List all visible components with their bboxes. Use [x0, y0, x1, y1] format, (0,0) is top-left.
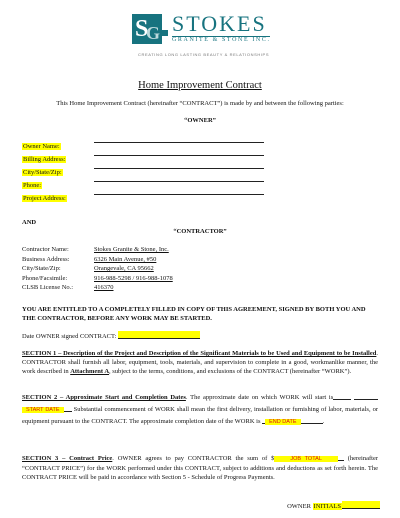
business-address-label: Business Address: [22, 255, 70, 263]
start-date-blank-tail[interactable] [64, 404, 72, 412]
owner-name-label: Owner Name: [23, 143, 60, 150]
license-row [22, 284, 114, 293]
section-1 [22, 349, 378, 377]
project-address-label: Project Address: [23, 195, 66, 202]
owner-name-line[interactable] [94, 142, 264, 143]
logo-mark-icon: S G [132, 14, 162, 44]
owner-heading: “OWNER” [184, 117, 216, 124]
date-signed-row [22, 331, 200, 340]
contractor-heading: “CONTRACTOR” [173, 228, 227, 235]
date-signed-label: Date OWNER signed CONTRACT: [22, 333, 117, 340]
logo-brand: STOKES [172, 11, 267, 36]
license-label: CLSB License No.: [22, 284, 74, 291]
contractor-name-value: Stokes Granite & Stone, Inc. [94, 246, 169, 253]
section-3-heading: SECTION 3 – Contract Price [22, 455, 113, 462]
and-label: AND [22, 219, 37, 226]
owner-name-field[interactable] [22, 135, 272, 150]
intro-text: This Home Improvement Contract (hereinafter “CONTRACT”) is made by and between the following parties: [56, 100, 344, 107]
section-1-text-a: . CONTRACTOR shall furnish all labor, equipment, tools, materials, and supervision to complete in a good, workmanlike manner, the work described in [22, 350, 378, 376]
contractor-city-row [22, 265, 154, 274]
end-date-tag[interactable]: END DATE [265, 419, 300, 425]
entitlement-notice: YOU ARE ENTITLED TO A COMPLETELY FILLED IN COPY OF THIS AGREEMENT, SIGNED BY BOTH YOU AND THE CONTRACTOR, BEFORE ANY WORK MAY BE STARTED. [22, 306, 366, 322]
billing-address-line[interactable] [94, 155, 264, 156]
phone-fax-row [22, 275, 173, 284]
city-state-zip-field[interactable] [22, 161, 272, 176]
section-1-text-b: , subject to the terms, conditions, and exclusions of the CONTRACT (hereinafter “WORK”). [109, 368, 352, 376]
section-2-text-a: . The approximate date on which WORK will start is [185, 394, 334, 401]
contractor-name-label: Contractor Name: [22, 246, 69, 253]
contractor-city-label: City/State/Zip: [22, 265, 61, 272]
logo-subtitle: GRANITE & STONE INC. [172, 37, 271, 43]
section-2-text-b: Substantial commencement of WORK shall mean the first delivery, installation or furnishing of labor, materials, or equipment pursuant to the CONTRACT. The approximate completion date of the WORK is [22, 405, 378, 425]
contractor-name-row [22, 246, 169, 255]
phone-fax-label: Phone/Facsimile: [22, 274, 68, 282]
job-total-blank[interactable] [338, 453, 344, 461]
license-value: 416370 [94, 284, 114, 291]
end-date-blank-tail[interactable] [301, 416, 323, 424]
date-signed-input[interactable] [118, 331, 200, 339]
company-logo [132, 8, 272, 64]
section-1-heading: SECTION 1 – Description of the Project and Description of the Significant Materials to be Used and Equipment to be Installed [22, 350, 377, 357]
section-3-text-b: (hereinafter “CONTRACT PRICE”) for the WORK performed under this CONTRACT, subject to additions and deductions as set forth herein. The CONTRACT PRICE will be paid in accordance with Section 5 - Schedule of Progress Payments. [22, 455, 378, 482]
initials-prefix: OWNER [287, 503, 311, 510]
billing-address-label: Billing Address: [23, 156, 66, 163]
document-title: Home Improvement Contract [138, 80, 262, 91]
billing-address-field[interactable] [22, 148, 272, 163]
section-2: SECTION 2 – Approximate Start and Completion Dates. The approximate date on which WORK will start is START DATE Substantial commencement of WORK shall mean the first delivery, installation or furnishing of labor, materials, or equipment pursuant to the CONTRACT. The approximate completion date of the WORK is END DATE . [22, 394, 378, 425]
initials-input[interactable] [342, 501, 380, 509]
owner-initials[interactable] [287, 501, 380, 510]
start-date-tag[interactable]: START DATE [22, 407, 64, 413]
section-2-heading: SECTION 2 – Approximate Start and Completion Dates [22, 394, 186, 401]
phone-fax-value: 916-988-5298 / 916-988-1078 [94, 274, 173, 282]
contractor-city-value: Orangevale, CA 95662 [94, 265, 154, 272]
job-total-tag[interactable]: JOB TOTAL [274, 456, 338, 462]
city-state-zip-line[interactable] [94, 168, 264, 169]
project-address-line[interactable] [94, 194, 264, 195]
business-address-value: 6326 Main Avenue, #50 [94, 255, 157, 263]
business-address-row [22, 256, 156, 265]
phone-field[interactable] [22, 174, 272, 189]
initials-label: INITIALS [313, 503, 341, 510]
city-state-zip-label: City/State/Zip: [23, 169, 62, 176]
phone-label: Phone: [23, 182, 42, 189]
attachment-a-link: Attachment A [70, 368, 110, 376]
phone-line[interactable] [94, 181, 264, 182]
start-date-blank-lead[interactable] [354, 392, 378, 400]
section-3-text-a: . OWNER agrees to pay CONTRACTOR the sum of $ [112, 455, 275, 462]
project-address-field[interactable] [22, 187, 272, 202]
start-date-blank[interactable] [333, 392, 351, 400]
logo-tagline: CREATING LONG LASTING BEAUTY & RELATIONSHIPS [138, 52, 270, 57]
section-3 [22, 453, 378, 483]
